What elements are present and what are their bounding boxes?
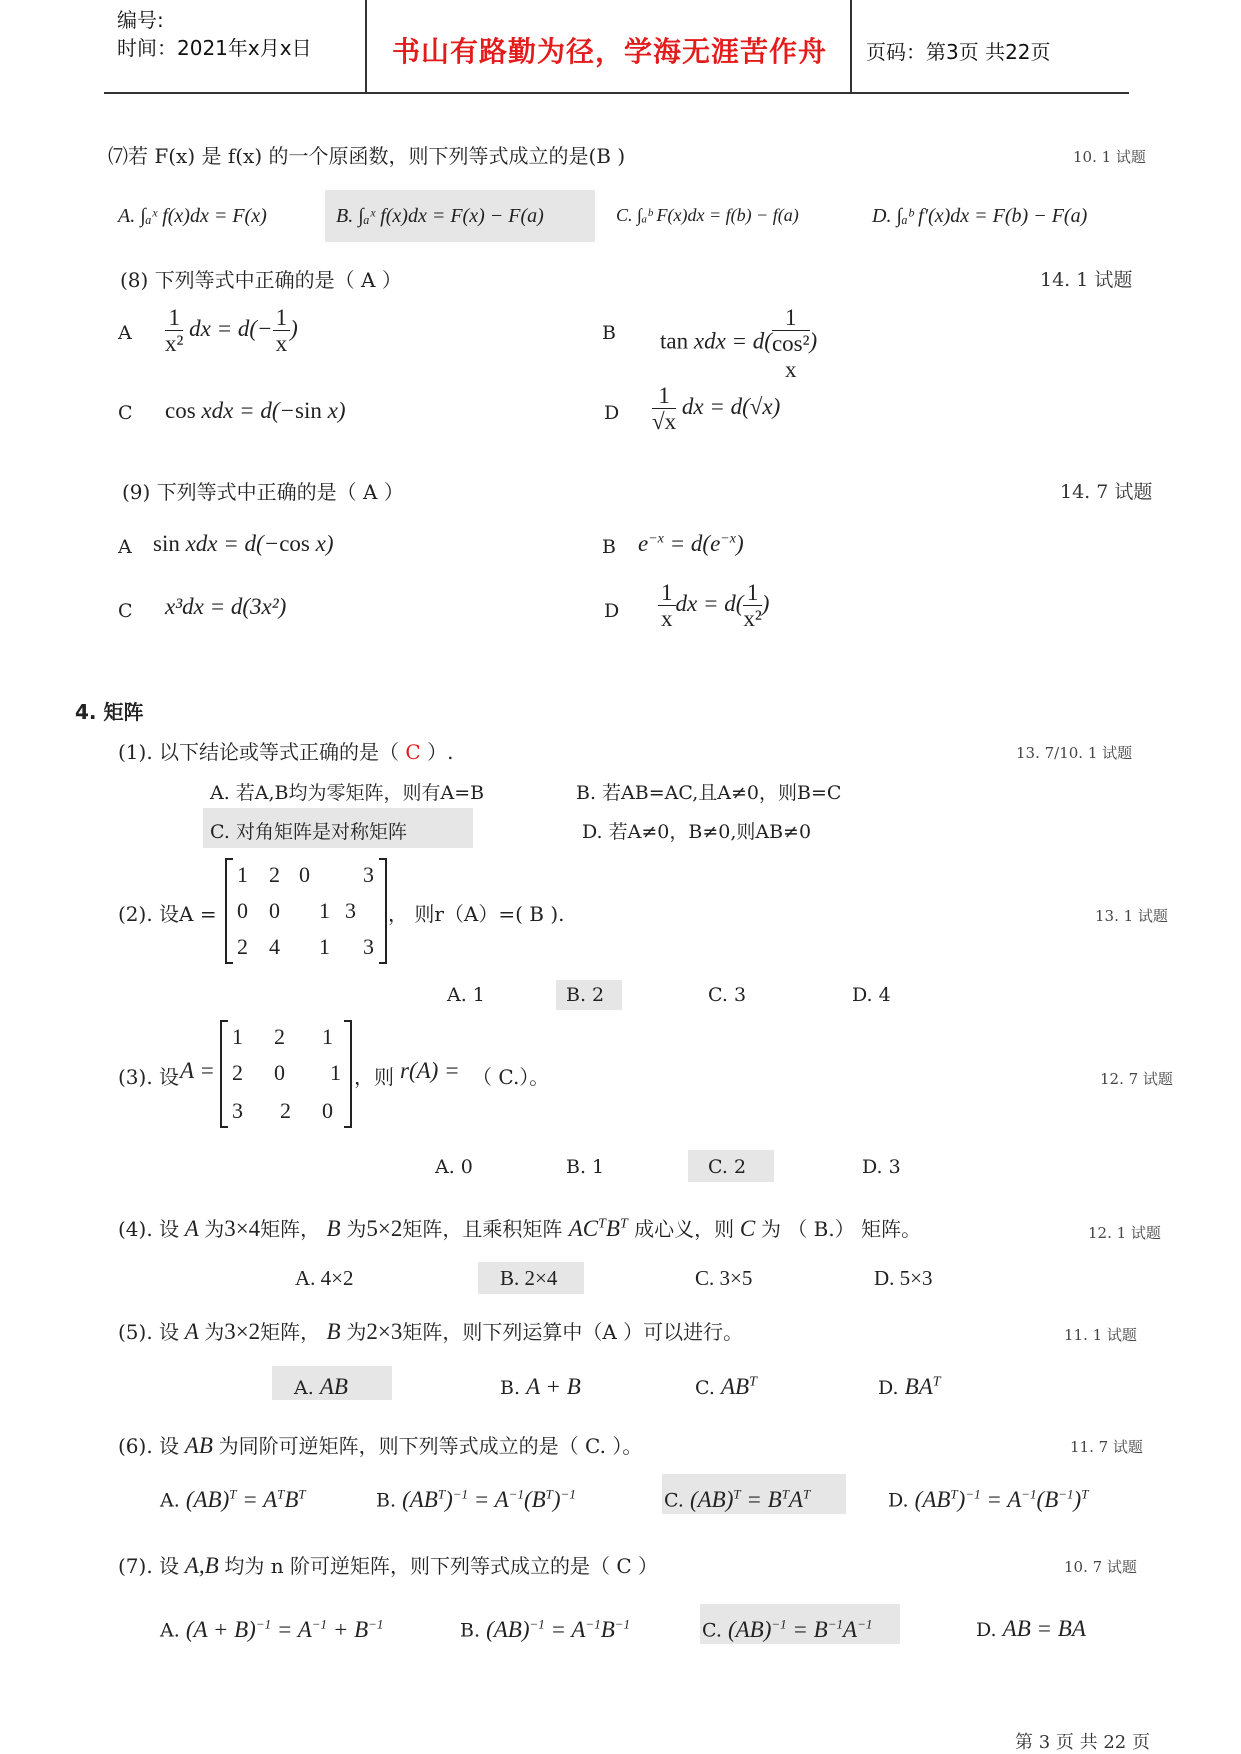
matrix-q1-text: (1). 以下结论或等式正确的是（ C ）. xyxy=(118,740,454,764)
matrix-q2-tag: 13. 1 试题 xyxy=(1095,907,1168,925)
question-9-label-a: A xyxy=(118,536,132,558)
matrix-q3-prefix: (3). 设 xyxy=(118,1065,180,1089)
matrix-q2-cell: 0 xyxy=(237,898,248,923)
question-9-label-b: B xyxy=(602,536,616,558)
matrix-q5-tag: 11. 1 试题 xyxy=(1064,1326,1137,1344)
matrix-q7-option-b: B. $(AB)^{-1} = A^{-1}B^{-1}$ xyxy=(460,1616,631,1642)
matrix-q2-matrix xyxy=(225,860,387,962)
matrix-q2-option-a: A. 1 xyxy=(447,984,485,1006)
question-9-label-d: D xyxy=(604,600,620,622)
question-8-label-a: A xyxy=(118,322,132,344)
matrix-q3-option-b: B. 1 xyxy=(566,1156,605,1178)
question-8-formula-d: $\frac{1}{√x}$ dx = d(√x) xyxy=(652,383,781,435)
matrix-q3-cell: 0 xyxy=(322,1098,333,1123)
matrix-q1-option-b: B. 若AB=AC,且A≠0，则B=C xyxy=(576,782,842,804)
matrix-q2-cell: 0 xyxy=(269,898,280,923)
question-9-tag: 14. 7 试题 xyxy=(1060,481,1153,503)
matrix-q3-cell: 2 xyxy=(274,1024,285,1049)
page-footer: 第 3 页 共 22 页 xyxy=(1015,1732,1150,1753)
question-9-formula-a: sin xdx = d(−cos x) xyxy=(153,531,334,556)
matrix-q3-tag: 12. 7 试题 xyxy=(1100,1070,1173,1088)
matrix-q3-cell: 2 xyxy=(232,1060,243,1085)
matrix-q2-cell: 1 xyxy=(319,898,330,923)
matrix-q2-cell: 2 xyxy=(269,862,280,887)
matrix-q7-option-a: A. $(A + B)^{-1} = A^{-1} + B^{-1}$ xyxy=(160,1616,384,1642)
matrix-q2-cell: 3 xyxy=(363,934,374,959)
header-time-label: 时间：2021年x月x日 xyxy=(117,36,312,60)
question-8-text: (8) 下列等式中正确的是（ A ） xyxy=(120,268,402,292)
header-divider-right xyxy=(850,0,852,92)
matrix-q1-answer: C xyxy=(405,740,421,764)
matrix-q1-option-a: A. 若A,B均为零矩阵，则有A=B xyxy=(210,782,485,804)
matrix-q1-tag: 13. 7/10. 1 试题 xyxy=(1016,744,1133,762)
question-8-formula-a: $\frac{1}{\text{x²}}$ dx = d(− $\frac{1}{x}$ ) xyxy=(165,305,298,357)
matrix-q6-option-d: D. $(AB^T)^{-1} = A^{-1}(B^{-1})^T$ xyxy=(888,1486,1089,1512)
matrix-q3-matrix xyxy=(220,1022,352,1126)
question-8-label-d: D xyxy=(604,402,620,424)
question-7-text: ⑺若 F(x) 是 f(x) 的一个原函数，则下列等式成立的是(B ) xyxy=(108,144,626,168)
matrix-q3-suffix2: （ C.）。 xyxy=(472,1065,550,1089)
header-page-label: 页码：第3页 共22页 xyxy=(866,40,1051,64)
matrix-q2-cell: 1 xyxy=(237,862,248,887)
question-8-formula-c: cos xdx = d(−sin x) xyxy=(165,398,346,423)
section-4-heading: 4. 矩阵 xyxy=(75,700,144,724)
matrix-q6-text: (6). 设 AB 为同阶可逆矩阵，则下列等式成立的是（ C. ）。 xyxy=(118,1433,643,1458)
matrix-q3-suffix: ，则 xyxy=(354,1065,394,1089)
question-7-option-d: D. ∫ₐᵇ f′(x)dx = F(b) − F(a) xyxy=(872,205,1088,227)
matrix-q2-cell: 0 xyxy=(299,862,310,887)
matrix-q2-option-b: B. 2 xyxy=(566,984,605,1006)
matrix-q5-text: (5). 设 A 为3×2矩阵， B 为2×3矩阵，则下列运算中（A ）可以进行。 xyxy=(118,1319,744,1344)
matrix-q5-option-d: D. $BA^T$ xyxy=(878,1374,941,1399)
matrix-q7-option-d: D. AB = BA xyxy=(976,1616,1086,1641)
matrix-q7-text: (7). 设 A,B 均为 n 阶可逆矩阵，则下列等式成立的是（ C ） xyxy=(118,1553,659,1578)
question-9-formula-c: x³dx = d(3x²) xyxy=(165,594,287,619)
header-motto: 书山有路勤为径，学海无涯苦作舟 xyxy=(392,35,828,68)
question-9-formula-d: $\frac{1}{x}$ dx = d( $\frac{1}{\text{x²}}$ ) xyxy=(658,580,769,632)
question-9-formula-b: $e^{-x} = d(e^{-x})$ xyxy=(638,531,744,556)
matrix-q4-option-d: D. 5×3 xyxy=(874,1266,933,1290)
matrix-q4-option-c: C. 3×5 xyxy=(695,1266,753,1290)
matrix-q2-cell: 1 xyxy=(319,934,330,959)
question-7-option-c: C. ∫ₐᵇ F(x)dx = f(b) − f(a) xyxy=(616,205,799,225)
matrix-q4-option-a: A. 4×2 xyxy=(295,1266,354,1290)
question-8-formula-b: tan xdx = d( 1 cos² x ) xyxy=(660,305,818,382)
matrix-q3-option-c: C. 2 xyxy=(708,1156,747,1178)
header-divider-left xyxy=(365,0,367,92)
matrix-q3-cell: 3 xyxy=(232,1098,243,1123)
question-9-text: (9) 下列等式中正确的是（ A ） xyxy=(122,480,404,504)
matrix-q3-rank-expr: r(A) = xyxy=(400,1058,460,1083)
question-7-option-b: B. ∫ₐˣ f(x)dx = F(x) − F(a) xyxy=(336,205,544,227)
matrix-q1-option-c: C. 对角矩阵是对称矩阵 xyxy=(210,821,407,843)
matrix-q2-suffix: ， 则r（A）=( B ). xyxy=(388,902,565,926)
matrix-q2-option-d: D. 4 xyxy=(852,984,891,1006)
matrix-q2-option-c: C. 3 xyxy=(708,984,747,1006)
matrix-q3-var-a: A = xyxy=(180,1058,215,1083)
matrix-q5-option-b: B. A + B xyxy=(500,1374,581,1399)
matrix-q7-tag: 10. 7 试题 xyxy=(1064,1558,1137,1576)
matrix-q3-cell: 1 xyxy=(330,1060,341,1085)
matrix-q6-option-c: C. $(AB)^T = B^TA^T$ xyxy=(664,1486,811,1512)
header-code-label: 编号: xyxy=(117,8,164,32)
matrix-q3-cell: 1 xyxy=(232,1024,243,1049)
question-8-label-c: C xyxy=(118,402,133,424)
matrix-q2-cell: 2 xyxy=(237,934,248,959)
matrix-q2-prefix: (2). 设A = xyxy=(118,902,217,926)
matrix-q3-option-a: A. 0 xyxy=(435,1156,473,1178)
matrix-q5-option-c: C. $AB^T$ xyxy=(695,1374,757,1399)
matrix-q4-text: (4). 设 A 为3×4矩阵， B 为5×2矩阵，且乘积矩阵 $AC^TB^T$ 成心义，则 C 为 （ B.） 矩阵。 xyxy=(118,1216,922,1241)
question-9-label-c: C xyxy=(118,600,133,622)
matrix-q6-option-a: A. $(AB)^T = A^TB^T$ xyxy=(160,1486,306,1512)
matrix-q2-cell: 3 xyxy=(363,862,374,887)
matrix-q2-cell: 4 xyxy=(269,934,280,959)
matrix-q4-tag: 12. 1 试题 xyxy=(1088,1224,1161,1242)
matrix-q3-cell: 2 xyxy=(280,1098,291,1123)
question-7-tag: 10. 1 试题 xyxy=(1073,148,1146,166)
matrix-q6-option-b: B. $(AB^T)^{-1} = A^{-1}(B^T)^{-1}$ xyxy=(376,1486,576,1512)
matrix-q2-cell: 3 xyxy=(345,898,356,923)
matrix-q3-option-d: D. 3 xyxy=(862,1156,901,1178)
matrix-q6-tag: 11. 7 试题 xyxy=(1070,1438,1143,1456)
matrix-q5-option-a: A. AB xyxy=(294,1374,348,1399)
header-bottom-rule xyxy=(104,92,1129,94)
matrix-q7-option-c: C. $(AB)^{-1} = B^{-1}A^{-1}$ xyxy=(702,1616,873,1642)
matrix-q3-cell: 1 xyxy=(322,1024,333,1049)
matrix-q1-option-d: D. 若A≠0，B≠0,则AB≠0 xyxy=(582,821,812,843)
question-8-tag: 14. 1 试题 xyxy=(1040,269,1133,291)
question-8-label-b: B xyxy=(602,322,616,344)
matrix-q4-option-b: B. 2×4 xyxy=(500,1266,558,1290)
question-7-option-a: A. ∫ₐˣ f(x)dx = F(x) xyxy=(118,205,267,227)
matrix-q3-cell: 0 xyxy=(274,1060,285,1085)
